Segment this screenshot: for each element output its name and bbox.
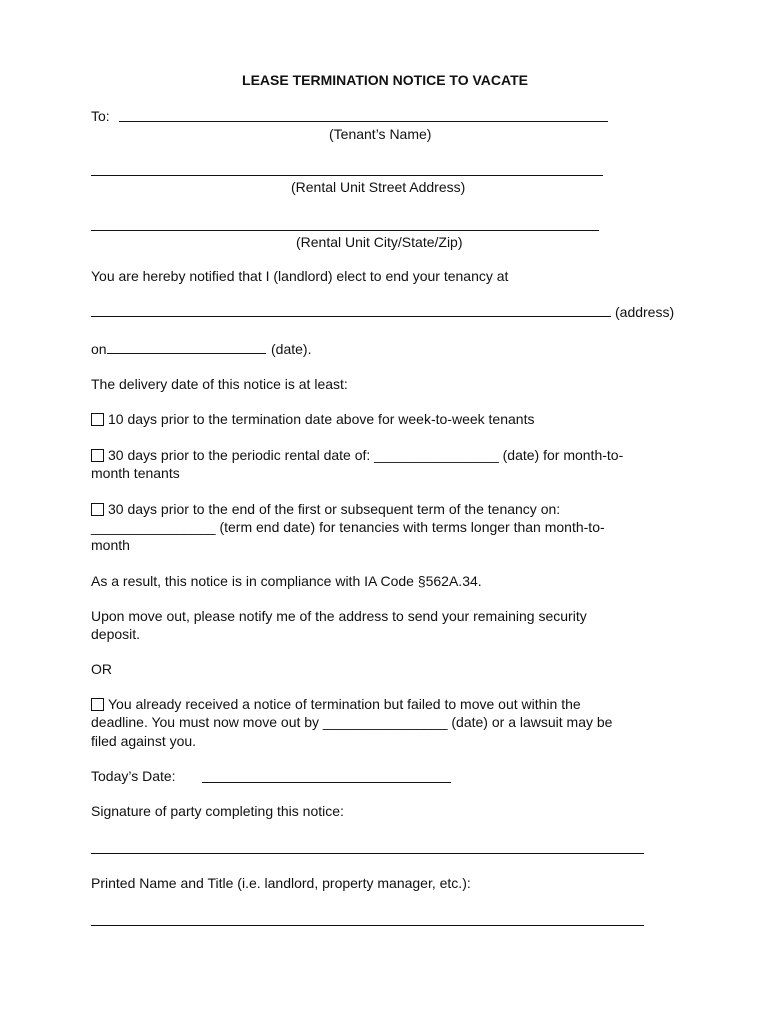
prior-notice-checkbox[interactable] <box>91 698 104 711</box>
printed-name-line[interactable] <box>91 925 644 926</box>
option-term-tenancy-text-2: ________________ (term end date) for tenancies with terms longer than month-to- <box>91 519 605 535</box>
address-caption: (address) <box>615 304 675 320</box>
signature-label: Signature of party completing this notice: <box>91 803 344 819</box>
termination-date-line[interactable] <box>107 353 266 354</box>
tenant-name-caption: (Tenant’s Name) <box>329 126 432 142</box>
street-address-line[interactable] <box>91 175 603 176</box>
option-term-tenancy-text-1: 30 days prior to the end of the first or subsequent term of the tenancy on: <box>108 501 561 517</box>
option-month-to-month <box>91 446 623 464</box>
option-prior-notice-text-3: filed against you. <box>91 733 197 749</box>
term-tenancy-checkbox[interactable] <box>91 503 104 516</box>
street-address-caption: (Rental Unit Street Address) <box>291 179 466 195</box>
on-label: on <box>91 341 107 357</box>
to-label: To: <box>91 108 110 124</box>
todays-date-line[interactable] <box>202 782 451 783</box>
city-state-zip-line[interactable] <box>91 230 599 231</box>
option-week-to-week-text: 10 days prior to the termination date above for week-to-week tenants <box>108 411 535 427</box>
page-title: LEASE TERMINATION NOTICE TO VACATE <box>242 72 528 88</box>
or-label: OR <box>91 661 112 677</box>
termination-date-caption: (date). <box>271 341 312 357</box>
week-to-week-checkbox[interactable] <box>91 413 104 426</box>
compliance-text: As a result, this notice is in compliance with IA Code §562A.34. <box>91 573 482 589</box>
notified-text: You are hereby notified that I (landlord) elect to end your tenancy at <box>91 268 509 284</box>
option-prior-notice-text-1: You already received a notice of termination but failed to move out within the <box>108 696 581 712</box>
todays-date-label: Today’s Date: <box>91 768 176 784</box>
delivery-intro: The delivery date of this notice is at least: <box>91 376 348 392</box>
signature-line[interactable] <box>91 853 644 854</box>
tenant-name-line[interactable] <box>119 121 608 122</box>
city-state-zip-caption: (Rental Unit City/State/Zip) <box>296 234 463 250</box>
address-line[interactable] <box>91 316 611 317</box>
option-term-tenancy <box>91 500 560 518</box>
printed-name-label: Printed Name and Title (i.e. landlord, property manager, etc.): <box>91 875 471 891</box>
option-term-tenancy-text-3: month <box>91 537 130 553</box>
option-month-to-month-text-2: month tenants <box>91 465 180 481</box>
option-prior-notice-text-2: deadline. You must now move out by ________________ (date) or a lawsuit may be <box>91 714 613 730</box>
option-prior-notice <box>91 695 581 713</box>
option-week-to-week <box>91 410 534 428</box>
month-to-month-checkbox[interactable] <box>91 449 104 462</box>
moveout-text-2: deposit. <box>91 626 141 642</box>
option-month-to-month-text-1: 30 days prior to the periodic rental date of: ________________ (date) for month-to- <box>108 447 624 463</box>
moveout-text-1: Upon move out, please notify me of the address to send your remaining security <box>91 608 587 624</box>
